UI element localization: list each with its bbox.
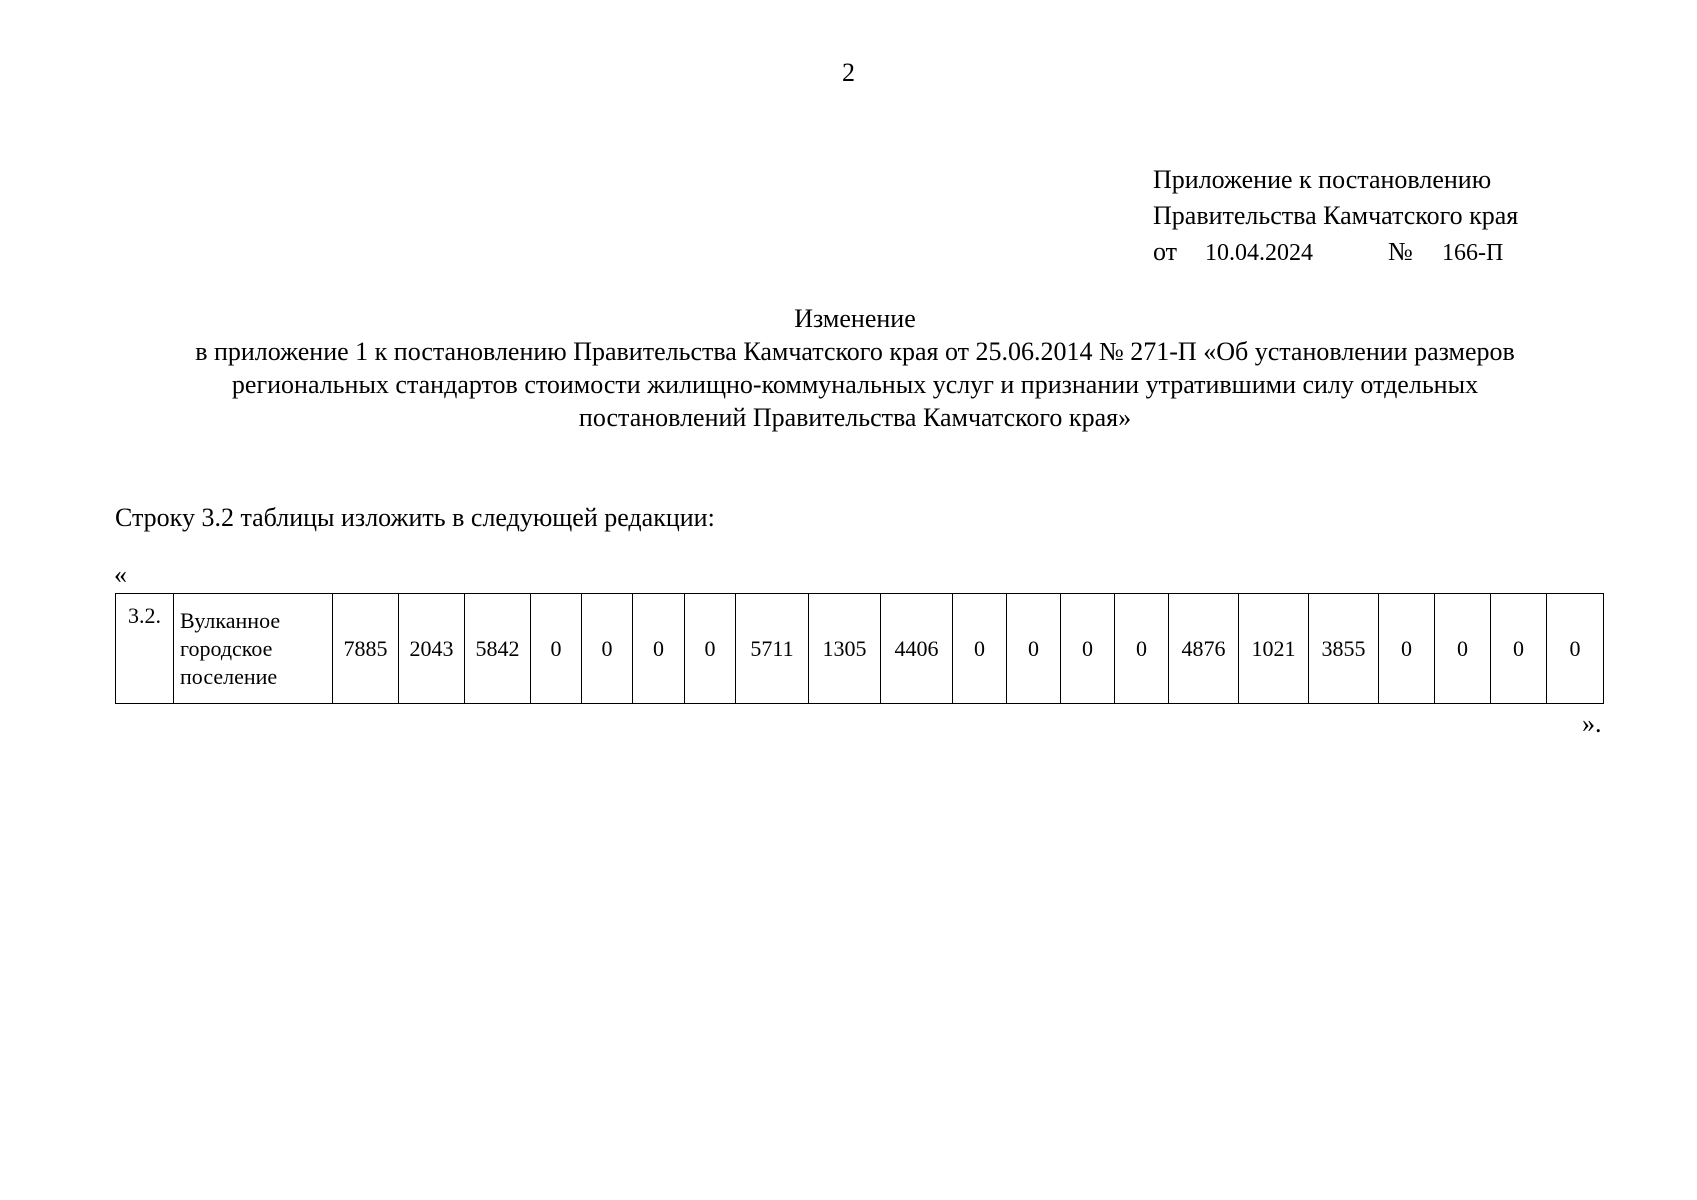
settlement-name-cell [174, 594, 333, 704]
resolution-date: 10.04.2024 [1205, 240, 1313, 266]
value-cell: 0 [953, 594, 1007, 704]
value-cell: 0 [531, 594, 582, 704]
appendix-header [1153, 162, 1518, 271]
value-cell: 0 [1491, 594, 1547, 704]
value-cell: 1305 [809, 594, 881, 704]
settlement-name-line: поселение [180, 663, 278, 689]
value-cell: 0 [1007, 594, 1061, 704]
row-number-cell: 3.2. [116, 594, 174, 704]
value-cell: 1021 [1239, 594, 1309, 704]
resolution-number: 166-П [1442, 240, 1504, 266]
table-row [116, 594, 1604, 704]
value-cell: 2043 [399, 594, 465, 704]
value-cell: 4406 [881, 594, 953, 704]
title-line-1: Изменение [794, 304, 916, 333]
page-number: 2 [842, 58, 855, 87]
instruction-text: Строку 3.2 таблицы изложить в следующей редакции: [115, 503, 715, 532]
value-cell: 5842 [465, 594, 531, 704]
value-cell: 3855 [1309, 594, 1379, 704]
appendix-line-2: Правительства Камчатского края [1153, 201, 1519, 230]
value-cell: 0 [685, 594, 736, 704]
document-title [110, 302, 1600, 434]
title-line-3: региональных стандартов стоимости жилищно-коммунальных услуг и признании утратившими силу отдельных [231, 370, 1479, 399]
opening-quote: « [114, 560, 127, 589]
appendix-line-3 [1153, 234, 1518, 271]
value-cell: 0 [582, 594, 633, 704]
closing-quote: ». [1582, 709, 1602, 738]
value-cell: 0 [633, 594, 685, 704]
number-label: № [1388, 237, 1413, 266]
value-cell: 5711 [736, 594, 809, 704]
replacement-row-table [115, 593, 1604, 704]
title-line-4: постановлений Правительства Камчатского края» [578, 403, 1132, 432]
value-cell: 4876 [1169, 594, 1239, 704]
value-cell: 7885 [333, 594, 399, 704]
settlement-name-line: городское [180, 635, 273, 661]
appendix-line-1: Приложение к постановлению [1153, 165, 1492, 194]
value-cell: 0 [1547, 594, 1604, 704]
title-line-2: в приложение 1 к постановлению Правительства Камчатского края от 25.06.2014 № 271-П «Об установлении размеров [195, 337, 1515, 366]
value-cell: 0 [1435, 594, 1491, 704]
value-cell: 0 [1379, 594, 1435, 704]
date-from-label: от [1153, 237, 1178, 266]
settlement-name-line: Вулканное [180, 607, 281, 633]
value-cell: 0 [1115, 594, 1169, 704]
value-cell: 0 [1061, 594, 1115, 704]
